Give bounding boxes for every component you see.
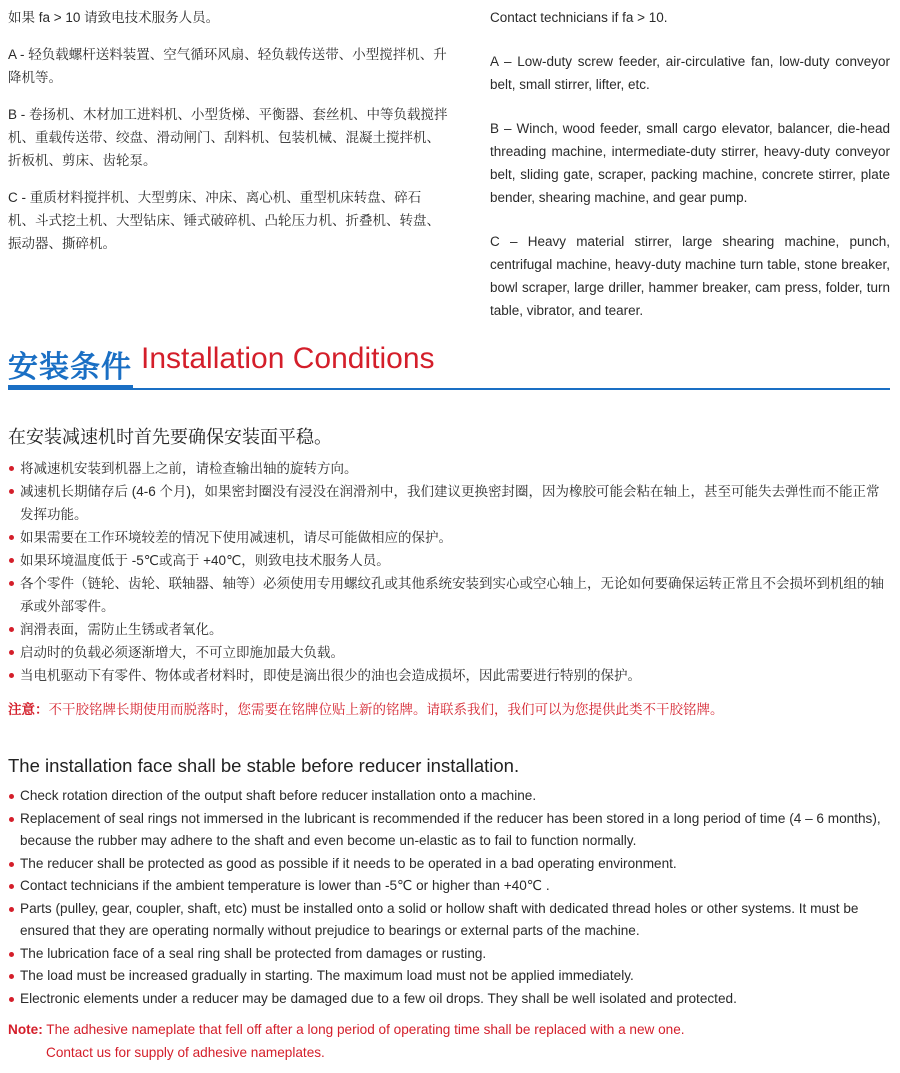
en-note-line-2: Contact us for supply of adhesive nameplates. xyxy=(46,1045,325,1060)
bullet-dot-icon xyxy=(9,817,14,822)
en-note xyxy=(8,1018,892,1064)
list-item xyxy=(8,457,892,480)
list-item-text: Electronic elements under a reducer may be damaged due to a few oil drops. They shall be well isolated and protected. xyxy=(20,990,737,1006)
section-title-cn: 安装条件 xyxy=(8,350,132,385)
en-conditions-list xyxy=(8,785,892,1010)
bullet-dot-icon xyxy=(9,535,14,540)
list-item-text: 润滑表面，需防止生锈或者氧化。 xyxy=(20,622,223,637)
list-item-text: The reducer shall be protected as good as possible if it needs to be operated in a bad operating environment. xyxy=(20,855,677,871)
list-item xyxy=(8,808,892,853)
cn-class-c-paragraph: C - 重质材料搅拌机、大型剪床、冲床、离心机、重型机床转盘、碎石机、斗式挖土机、大型钻床、锤式破碎机、凸轮压力机、折叠机、转盘、振动器、撕碎机。 xyxy=(8,190,440,251)
list-item-text: 各个零件（链轮、齿轮、联轴器、轴等）必须使用专用螺纹孔或其他系统安装到实心或空心轴上，无论如何要确保运转正常且不会损坏到机组的轴承或外部零件。 xyxy=(20,576,884,614)
en-class-a-paragraph: A – Low-duty screw feeder, air-circulative fan, low-duty conveyor belt, small stirrer, lifter, etc. xyxy=(490,54,890,92)
cn-conditions xyxy=(8,423,892,721)
section-title-accent-bar xyxy=(8,385,133,390)
en-note-label: Note: xyxy=(8,1022,43,1037)
list-item xyxy=(8,641,892,664)
list-item-text: The load must be increased gradually in starting. The maximum load must not be applied immediately. xyxy=(20,968,634,983)
list-item xyxy=(8,618,892,641)
bullet-dot-icon xyxy=(9,489,14,494)
list-item xyxy=(8,875,892,898)
duty-class-cn-column xyxy=(8,6,448,269)
section-header xyxy=(8,340,890,390)
bullet-dot-icon xyxy=(9,862,14,867)
cn-note-label: 注意： xyxy=(8,702,49,717)
list-item-text: Contact technicians if the ambient temperature is lower than -5℃ or higher than +40℃ . xyxy=(20,878,550,893)
list-item-text: 当电机驱动下有零件、物体或者材料时，即使是滴出很少的油也会造成损坏，因此需要进行特别的保护。 xyxy=(20,668,641,683)
list-item xyxy=(8,664,892,687)
cn-conditions-heading: 在安装减速机时首先要确保安装面平稳。 xyxy=(8,427,332,447)
list-item xyxy=(8,572,892,618)
duty-class-en-column xyxy=(490,6,890,343)
bullet-dot-icon xyxy=(9,794,14,799)
list-item-text: The lubrication face of a seal ring shall be protected from damages or rusting. xyxy=(20,945,487,961)
list-item xyxy=(8,965,892,988)
list-item-text: Replacement of seal rings not immersed in the lubricant is recommended if the reducer has been stored in a long period of time (4 – 6 months), because the rubber may adhere to the shaft and even become un-elastic as to fail to function normally. xyxy=(20,810,881,848)
cn-contact-paragraph: 如果 fa > 10 请致电技术服务人员。 xyxy=(8,10,220,25)
cn-class-b-paragraph: B - 卷扬机、木材加工进料机、小型货梯、平衡器、套丝机、中等负载搅拌机、重载传送带、绞盘、滑动闸门、刮料机、包装机械、混凝土搅拌机、折板机、剪床、齿轮泵。 xyxy=(8,107,448,168)
list-item-text: 将减速机安装到机器上之前，请检查输出轴的旋转方向。 xyxy=(20,461,358,476)
bullet-dot-icon xyxy=(9,952,14,957)
en-conditions-heading: The installation face shall be stable before reducer installation. xyxy=(8,755,520,776)
list-item-text: 如果环境温度低于 -5℃或高于 +40℃，则致电技术服务人员。 xyxy=(20,553,390,568)
en-class-b-paragraph: B – Winch, wood feeder, small cargo elevator, balancer, die-head threading machine, intermediate-duty stirrer, heavy-duty conveyor belt, sliding gate, scraper, packing machine, concrete stirrer, plate bender, shearing machine, and gear pump. xyxy=(490,121,890,205)
en-conditions xyxy=(8,755,892,1064)
bullet-dot-icon xyxy=(9,627,14,632)
list-item xyxy=(8,898,892,943)
bullet-dot-icon xyxy=(9,673,14,678)
list-item-text: 减速机长期储存后 (4-6 个月)，如果密封圈没有浸没在润滑剂中，我们建议更换密封圈，因为橡胶可能会粘在轴上，甚至可能失去弹性而不能正常发挥功能。 xyxy=(20,484,880,522)
cn-conditions-list xyxy=(8,457,892,687)
bullet-dot-icon xyxy=(9,997,14,1002)
list-item-text: Parts (pulley, gear, coupler, shaft, etc) must be installed onto a solid or hollow shaft with dedicated thread holes or other systems. It must be ensured that they are operating normally without prejudice to bearings or external parts of the machine. xyxy=(20,900,859,938)
list-item xyxy=(8,853,892,876)
bullet-dot-icon xyxy=(9,650,14,655)
list-item xyxy=(8,943,892,966)
bullet-dot-icon xyxy=(9,974,14,979)
list-item-text: 如果需要在工作环境较差的情况下使用减速机，请尽可能做相应的保护。 xyxy=(20,530,452,545)
en-class-c-paragraph: C – Heavy material stirrer, large shearing machine, punch, centrifugal machine, heavy-duty machine turn table, stone breaker, bowl scraper, large driller, hammer breaker, cam press, folder, turn table, vibrator, and tearer. xyxy=(490,234,890,318)
cn-class-a-paragraph: A - 轻负载螺杆送料装置、空气循环风扇、轻负载传送带、小型搅拌机、升降机等。 xyxy=(8,47,447,85)
cn-note xyxy=(8,698,892,721)
list-item-text: Check rotation direction of the output shaft before reducer installation onto a machine. xyxy=(20,788,537,803)
list-item-text: 启动时的负载必须逐渐增大，不可立即施加最大负载。 xyxy=(20,645,344,660)
list-item xyxy=(8,549,892,572)
en-contact-paragraph: Contact technicians if fa > 10. xyxy=(490,10,668,25)
list-item xyxy=(8,785,892,808)
bullet-dot-icon xyxy=(9,907,14,912)
section-title-en: Installation Conditions xyxy=(141,342,435,375)
bullet-dot-icon xyxy=(9,558,14,563)
cn-note-text: 不干胶铭牌长期使用而脱落时，您需要在铭牌位贴上新的铭牌。请联系我们，我们可以为您提供此类不干胶铭牌。 xyxy=(48,702,724,717)
list-item xyxy=(8,480,892,526)
bullet-dot-icon xyxy=(9,581,14,586)
en-note-line-1: The adhesive nameplate that fell off after a long period of operating time shall be replaced with a new one. xyxy=(46,1022,685,1037)
list-item xyxy=(8,526,892,549)
bullet-dot-icon xyxy=(9,466,14,471)
bullet-dot-icon xyxy=(9,884,14,889)
list-item xyxy=(8,988,892,1011)
